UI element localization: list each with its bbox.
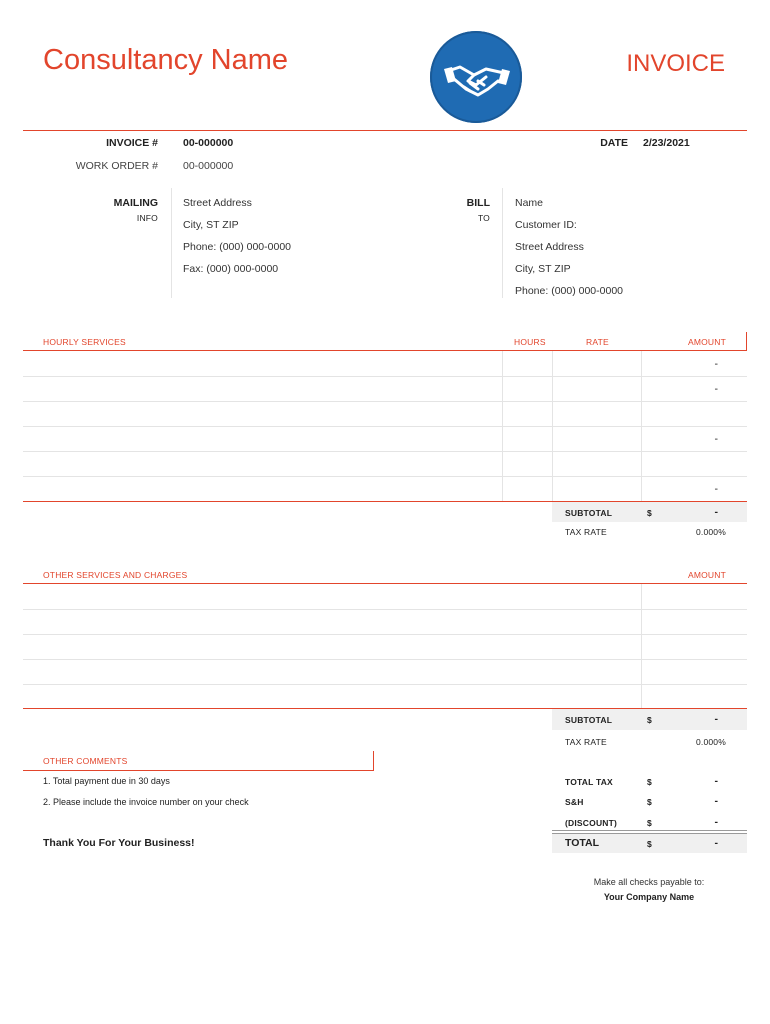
work-order-label: WORK ORDER # [75, 160, 158, 172]
mailing-divider [171, 188, 172, 298]
row-line [23, 376, 747, 377]
comment-item: 1. Total payment due in 30 days [43, 776, 170, 786]
payable-text: Make all checks payable to: [593, 877, 705, 887]
bill-name: Name [515, 197, 544, 209]
other-amount-col-line [641, 584, 642, 708]
hourly-tax-rate-label: TAX RATE [565, 527, 607, 537]
date-label: DATE [600, 137, 628, 149]
total-label: TOTAL [565, 837, 600, 849]
mailing-phone: Phone: (000) 000-0000 [183, 241, 291, 253]
discount-label: (DISCOUNT) [565, 818, 618, 828]
company-name: Consultancy Name [43, 44, 288, 76]
sh-value: - [714, 795, 718, 807]
discount-currency: $ [647, 818, 652, 828]
hourly-header-divider [23, 350, 747, 351]
thank-you-text: Thank You For Your Business! [43, 837, 195, 849]
other-comments-title: OTHER COMMENTS [43, 756, 128, 766]
other-subtotal-label: SUBTOTAL [565, 715, 613, 725]
invoice-number-value: 00-000000 [183, 137, 234, 149]
work-order-value: 00-000000 [183, 160, 234, 172]
bill-street: Street Address [515, 241, 584, 253]
hourly-row-amount: - [714, 483, 718, 495]
bill-label: BILL [466, 197, 490, 209]
header-corner-mark [746, 332, 747, 351]
row-line [23, 609, 747, 610]
invoice-title: INVOICE [626, 50, 725, 77]
mailing-fax: Fax: (000) 000-0000 [183, 263, 279, 275]
hourly-row-amount: - [714, 433, 718, 445]
other-tax-rate-label: TAX RATE [565, 737, 607, 747]
total-top-line [552, 830, 747, 831]
bill-sublabel: TO [477, 213, 490, 223]
row-line [23, 476, 747, 477]
row-line [23, 426, 747, 427]
bill-customer-id: Customer ID: [515, 219, 577, 231]
hourly-row-amount: - [714, 358, 718, 370]
hourly-services-title: HOURLY SERVICES [43, 337, 126, 347]
bill-city: City, ST ZIP [515, 263, 571, 275]
row-line [23, 401, 747, 402]
hourly-subtotal-label: SUBTOTAL [565, 508, 613, 518]
other-tax-rate-value: 0.000% [695, 737, 726, 747]
header-divider [23, 130, 747, 131]
hours-column-header: HOURS [514, 337, 546, 347]
hourly-subtotal-currency: $ [647, 508, 652, 518]
rate-column-header: RATE [586, 337, 609, 347]
total-currency: $ [647, 839, 652, 849]
row-line [23, 634, 747, 635]
hourly-tax-rate-value: 0.000% [695, 527, 726, 537]
bill-divider [502, 188, 503, 298]
sh-label: S&H [565, 797, 584, 807]
total-tax-label: TOTAL TAX [565, 777, 613, 787]
total-tax-value: - [714, 775, 718, 787]
mailing-label: MAILING [113, 197, 158, 209]
comments-corner-mark [373, 751, 374, 771]
other-subtotal-currency: $ [647, 715, 652, 725]
total-tax-currency: $ [647, 777, 652, 787]
date-value: 2/23/2021 [643, 137, 690, 149]
comment-item: 2. Please include the invoice number on your check [43, 797, 249, 807]
payable-company: Your Company Name [603, 892, 695, 902]
mailing-street: Street Address [183, 197, 252, 209]
row-line [23, 684, 747, 685]
bill-phone: Phone: (000) 000-0000 [515, 285, 623, 297]
row-line [23, 451, 747, 452]
mailing-sublabel: INFO [136, 213, 158, 223]
discount-value: - [714, 816, 718, 828]
row-line [23, 659, 747, 660]
sh-currency: $ [647, 797, 652, 807]
invoice-number-label: INVOICE # [106, 137, 158, 149]
comments-divider [23, 770, 374, 771]
mailing-city: City, ST ZIP [183, 219, 239, 231]
other-amount-column-header: AMOUNT [687, 570, 726, 580]
other-header-divider [23, 583, 747, 584]
hourly-row-amount: - [714, 383, 718, 395]
amount-column-header: AMOUNT [687, 337, 726, 347]
handshake-logo-icon [430, 31, 522, 123]
total-value: - [714, 837, 718, 849]
other-services-title: OTHER SERVICES AND CHARGES [43, 570, 188, 580]
hourly-subtotal-value: - [714, 506, 718, 518]
other-subtotal-value: - [714, 713, 718, 725]
